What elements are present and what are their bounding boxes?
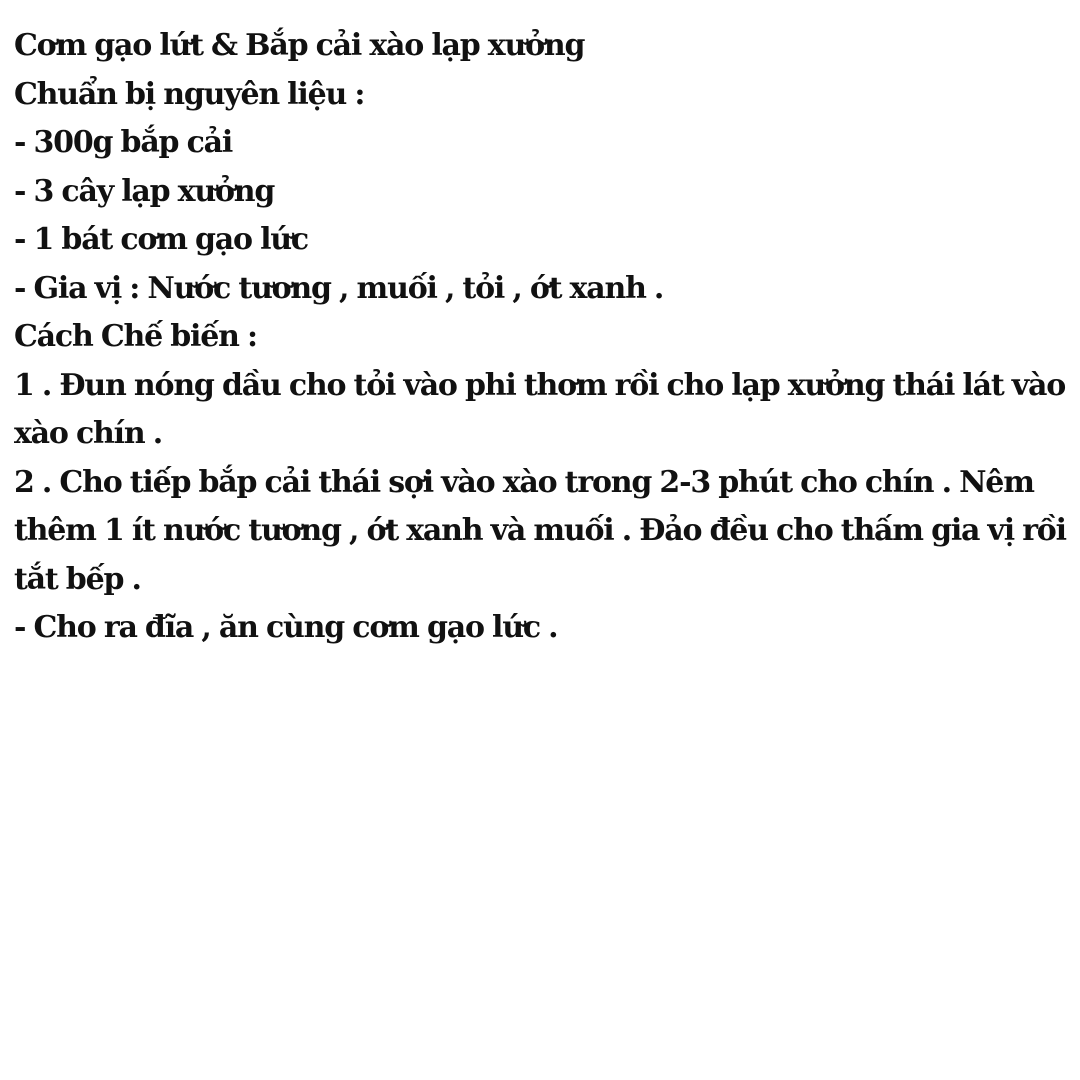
method-heading: Cách Chế biến :: [14, 319, 257, 354]
method-step: 1 . Đun nóng dầu cho tỏi vào phi thơm rồi cho lạp xưởng thái lát vào xào chín .: [14, 367, 1066, 451]
ingredient-item: - 1 bát cơm gạo lức: [14, 222, 308, 257]
method-step: - Cho ra đĩa , ăn cùng cơm gạo lức .: [14, 610, 558, 645]
method-step: 2 . Cho tiếp bắp cải thái sợi vào xào trong 2-3 phút cho chín . Nêm thêm 1 ít nước tương , ớt xanh và muối . Đảo đều cho thấm gia vị rồi tắt bếp .: [14, 464, 1066, 597]
ingredient-item: - 3 cây lạp xưởng: [14, 173, 275, 209]
recipe-text: [14, 22, 1066, 653]
ingredient-item: - 300g bắp cải: [14, 125, 233, 160]
ingredients-heading: Chuẩn bị nguyên liệu :: [14, 76, 365, 112]
recipe-title: Cơm gạo lứt & Bắp cải xào lạp xưởng: [14, 28, 585, 63]
ingredient-item: - Gia vị : Nước tương , muối , tỏi , ớt xanh .: [14, 270, 664, 306]
